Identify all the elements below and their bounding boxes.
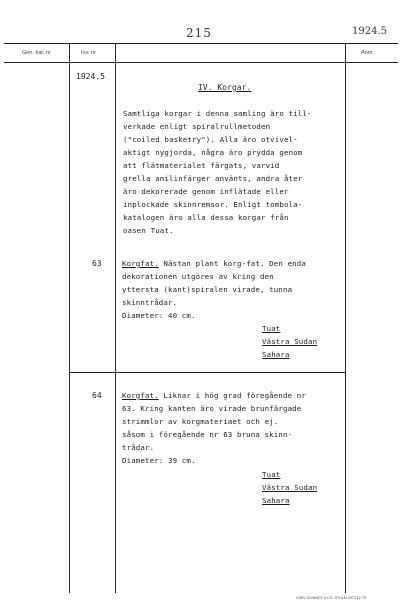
entry-line: Liknar i hög grad föregående nr xyxy=(158,391,306,400)
column-header-anm: Anm. xyxy=(361,50,374,56)
entry-line: yttersta (kant)spiralen virade, tunna xyxy=(122,285,293,294)
intro-line: verkade enligt spiralrullmetoden xyxy=(123,122,271,131)
page-number: 215 xyxy=(186,26,212,40)
entry-line: Diameter: 40 cm. xyxy=(122,311,196,320)
column-divider-1 xyxy=(69,43,70,593)
intro-line: oasen Tuat. xyxy=(123,226,174,235)
header-top-rule xyxy=(4,43,398,44)
entry-line: strimmlor av korgmateriaet och ej. xyxy=(122,417,279,426)
entry-location-line: Sahara xyxy=(262,496,290,505)
entry-line: skinntrådar. xyxy=(122,298,178,307)
entry-name: Korgfat. xyxy=(122,259,159,268)
header-bottom-rule xyxy=(4,62,398,63)
entry-location-line: Sahara xyxy=(262,350,290,359)
entry-location-line: Tuat xyxy=(262,470,281,479)
entry-line: Nästan plant korg-fat. Den enda xyxy=(158,259,306,268)
entry-line: dekorationen utgöres av kring den xyxy=(122,272,274,281)
entry-line: trådar. xyxy=(122,443,155,452)
entry-location-line: Västra Sudan xyxy=(262,337,318,346)
intro-line: inplockade skinnremsor. Enligt tombola- xyxy=(123,200,303,209)
intro-line: ("coiled basketry"). Alla äro otvivel- xyxy=(123,135,298,144)
entry-first-line xyxy=(122,259,306,268)
entry-line: såsom i föregående nr 63 bruna skinn- xyxy=(122,430,293,439)
entry-separator xyxy=(69,372,345,373)
entry-number: 64 xyxy=(92,391,102,400)
column-divider-3 xyxy=(345,43,346,593)
intro-line: äro dekorerade genom inflätade eller xyxy=(123,187,289,196)
entry-line: Diameter: 39 cm. xyxy=(122,456,196,465)
column-header-inv-nr: Inv. nr xyxy=(81,50,96,56)
entry-line: 63. Kring kanten äro virade brunfärgade xyxy=(122,404,302,413)
intro-line: Samtliga korgar i denna samling äro till- xyxy=(123,109,312,118)
column-divider-2 xyxy=(115,43,116,593)
group-inv-number: 1924.5 xyxy=(76,72,105,81)
entry-location-line: Tuat xyxy=(262,324,281,333)
printer-imprint: CARL SCHMIDT & CO. STHLM 2473 12 75 xyxy=(296,596,366,600)
section-title: IV. Korgar. xyxy=(198,83,252,92)
entry-first-line xyxy=(122,391,306,400)
intro-line: grella anilinfärger använts, andra åter xyxy=(123,174,303,183)
column-header-gen-kat-nr: Gen. kat. nr xyxy=(22,50,51,56)
entry-number: 63 xyxy=(92,259,102,268)
entry-name: Korgfat. xyxy=(122,391,159,400)
intro-line: katalogen äro alla dessa korgar från xyxy=(123,213,289,222)
entry-location-line: Västra Sudan xyxy=(262,483,318,492)
intro-line: att flätmaterialet färgats, varvid xyxy=(123,161,280,170)
year-mark: 1924.5 xyxy=(352,26,387,37)
intro-line: aktigt nygjorda, några äro prydda genom xyxy=(123,148,303,157)
